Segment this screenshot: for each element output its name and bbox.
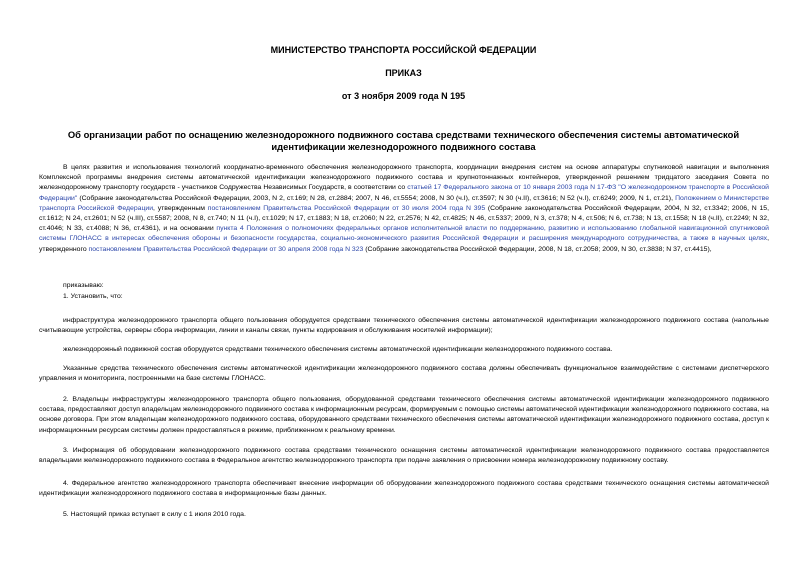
order-word: приказываю:	[63, 282, 104, 289]
doc-type-heading: ПРИКАЗ	[385, 68, 422, 78]
item-1c: Указанные средства технического обеспечения системы автоматической идентификации железнодорожного подвижного состава должны обеспечивать функциональное взаимодействие с системами диспетчерского управления и мониторинга, построенными на базе системы ГЛОНАСС.	[39, 365, 769, 383]
item-1b: железнодорожный подвижной состав оборудуется средствами технического обеспечения системы автоматической идентификации железнодорожного подвижного состава.	[63, 346, 613, 353]
item-5: 5. Настоящий приказ вступает в силу с 1 июля 2010 года.	[63, 511, 246, 518]
item-4: 4. Федеральное агентство железнодорожного транспорта обеспечивает внесение информации об оборудовании железнодорожного подвижного состава средствами технического оснащения системы автоматической идентификации железнодорожного подвижного состава в информационные базы данных.	[39, 480, 769, 498]
item-1: 1. Установить, что:	[63, 293, 123, 300]
glonass-regulation-link[interactable]: пункта 4 Положения о полномочиях федеральных органов исполнительной власти по поддержанию, развитию и использованию глобальной навигационной спутниковой системы ГЛОНАСС в интересах обеспечения обороны и безопасности государства, социально-экономического развития Российской Федерации и расширения международного сотрудничества, а также в научных целях	[39, 225, 769, 243]
resolution-395-link[interactable]: постановлением Правительства Российской Федерации от 30 июля 2004 года N 395	[207, 204, 486, 212]
intro-text-6: (Собрание законодательства Российской Федерации, 2008, N 18, ст.2058; 2009, N 30, ст.3838; N 37, ст.4415),	[363, 245, 712, 253]
intro-paragraph	[39, 163, 769, 255]
document-title: Об организации работ по оснащению железнодорожного подвижного состава средствами технического обеспечения системы автоматической идентификации железнодорожного подвижного состава	[67, 129, 740, 152]
intro-text-4: (Собрание законодательства Российской Федерации, 2004, N 32, ст.3342; 2006, N 15, ст.1612; N 24, ст.2601; N 52 (ч.III), ст.5587; 2008, N 8, ст.740; N 11 (ч.I), ст.1029; N 17, ст.1883; N 18, ст.2060; N 22, ст.2576; N 42, ст.4825; N 46, ст.5337; 2009, N 3, ст.378; N 4, ст.506; N 6, ст.738; N 13, ст.1558; N 18 (ч.II), ст.2249; N 32, ст.4046; N 33, ст.4088; N 36, ст.4361), и на основании	[39, 204, 769, 233]
intro-text-5: , утвержденного	[39, 235, 769, 253]
intro-text-2: (Собрание законодательства Российской Федерации, 2003, N 2, ст.169; N 28, ст.2884; 2007, N 46, ст.5554; 2008, N 30 (ч.I), ст.3597; N 30 (ч.II), ст.3616; N 52 (ч.I), ст.6249; 2009, N 1, ст.21),	[77, 194, 676, 202]
item-2: 2. Владельцы инфраструктуры железнодорожного транспорта общего пользования, оборудованной средствами технического обеспечения системы автоматической идентификации железнодорожного подвижного состава, предоставляют доступ владельцам железнодорожного подвижного состава к информационным ресурсам, формируемым с помощью системы автоматической идентификации железнодорожного подвижного состава, на основе договора. При этом владельцам железнодорожного подвижного состава, оборудованного средствами технического обеспечения системы автоматической идентификации железнодорожного подвижного состава, доступ к информационным ресурсам системы должен предоставляться в режиме, приближенном к реальному времени.	[39, 396, 769, 434]
intro-text-3: , утвержденным	[153, 204, 208, 212]
ministry-heading: МИНИСТЕРСТВО ТРАНСПОРТА РОССИЙСКОЙ ФЕДЕРАЦИИ	[270, 45, 537, 55]
item-1a: инфраструктура железнодорожного транспорта общего пользования оборудуется средствами технического обеспечения системы автоматической идентификации железнодорожного подвижного состава (напольные считывающие устройства, серверы сбора информации, линии и каналы связи, пункты кодирования и обслуживания носителей информации);	[39, 317, 769, 335]
date-number-heading: от 3 ноября 2009 года N 195	[341, 91, 466, 101]
intro-text-1: В целях развития и использования технологий координатно-временного обеспечения железнодорожного транспорта, координации внедрения систем на основе аппаратуры спутниковой навигации и выполнения Комплексной программы внедрения системы автоматической идентификации железнодорожного подвижного состава и крупнотоннажных контейнеров, утвержденной решением тридцатого заседания Совета по железнодорожному транспорту государств - участников Содружества Независимых Государств, в соответствии со	[39, 164, 769, 192]
ministry-regulation-link[interactable]: Положением о Министерстве транспорта Российской Федерации	[39, 194, 769, 212]
law-17fz-link[interactable]: статьей 17 Федерального закона от 10 января 2003 года N 17-ФЗ "О железнодорожном транспорте в Российской Федерации"	[39, 184, 769, 202]
resolution-323-link[interactable]: постановлением Правительства Российской Федерации от 30 апреля 2008 года N 323	[88, 245, 364, 253]
item-3: 3. Информация об оборудовании железнодорожного подвижного состава средствами технического оснащения системы автоматической идентификации железнодорожного подвижного состава предоставляется владельцами железнодорожного подвижного состава в Федеральное агентство железнодорожного транспорта при подаче заявления о присвоении номера железнодорожному подвижному составу.	[39, 447, 769, 465]
